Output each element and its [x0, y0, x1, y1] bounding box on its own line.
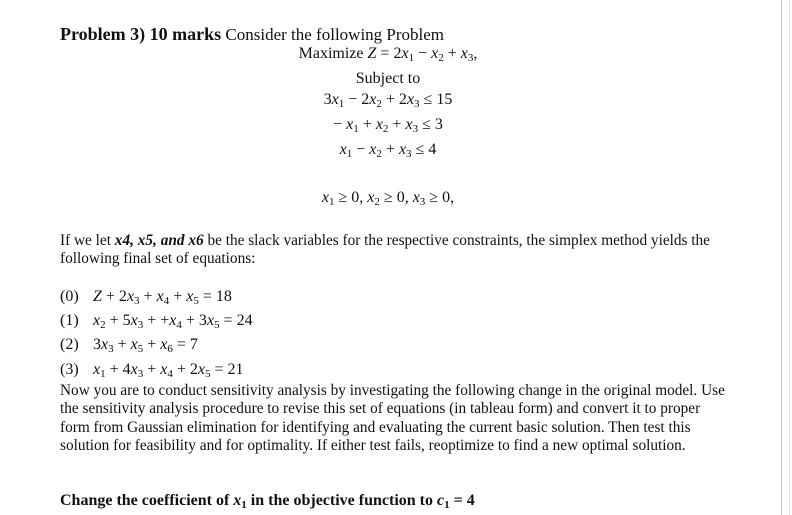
problem-intro: Consider the following Problem — [225, 25, 445, 44]
final-equation-1 — [60, 312, 253, 330]
slack-paragraph-suffix: be the slack variables for the respective constraints, the simplex method yields the following final set of equations: — [60, 232, 710, 268]
nonnegativity-constraints: $x_1 \ge 0$, $x_2 \ge 0$, $x_3 \ge 0$, — [321, 189, 455, 208]
equation-body: $Z + 2x_3 + x_4 + x_5 = 18$ — [93, 288, 232, 307]
equation-body: $3x_3 + x_5 + x_6 = 7$ — [93, 336, 198, 355]
equation-tag: (3) — [60, 361, 79, 378]
change-instruction: Change the coefficient of $x_1$ in the objective function to $c_1 = 4$ — [60, 492, 475, 511]
constraint-3: $x_1 - x_2 + x_3 \le 4$ — [339, 141, 437, 160]
constraint-1: $3x_1 - 2x_2 + 2x_3 \le 15$ — [323, 91, 453, 110]
problem-heading — [60, 24, 444, 45]
final-equation-2 — [60, 336, 198, 354]
instruction-paragraph: Now you are to conduct sensitivity analysis by investigating the following change in the original model. Use the sensitivity analysis procedure to revise this set of equations (in tableau form) and convert it to proper form from Gaussian elimination for identifying and evaluating the current basic solution. Then test this solution for feasibility and for optimality. If either test fails, reoptimize to find a new optimal solution. — [60, 382, 725, 455]
slack-paragraph-prefix: If we let — [60, 232, 115, 249]
page-edge-rule — [781, 0, 782, 515]
subject-to-label: Subject to — [355, 70, 421, 87]
slack-variable-names: x4, x5, and x6 — [114, 232, 204, 249]
final-equation-3 — [60, 361, 244, 379]
equation-tag: (1) — [60, 312, 79, 329]
equation-tag: (2) — [60, 336, 79, 353]
equation-tag: (0) — [60, 288, 79, 305]
slack-variables-paragraph — [60, 232, 732, 269]
objective-function: Maximize $Z = 2x_1 - x_2 + x_3$, — [298, 45, 478, 64]
page-edge-rule-outer — [789, 0, 790, 515]
constraint-2: − $x_1 + x_2 + x_3 \le 3$ — [333, 116, 443, 135]
final-equation-0 — [60, 288, 232, 306]
equation-body: $x_1 + 4x_3 + x_4 + 2x_5 = 21$ — [93, 361, 244, 380]
problem-title: Problem 3) 10 marks — [60, 24, 222, 44]
equation-body: $x_2 + 5x_3 + +x_4 + 3x_5 = 24$ — [93, 312, 253, 331]
